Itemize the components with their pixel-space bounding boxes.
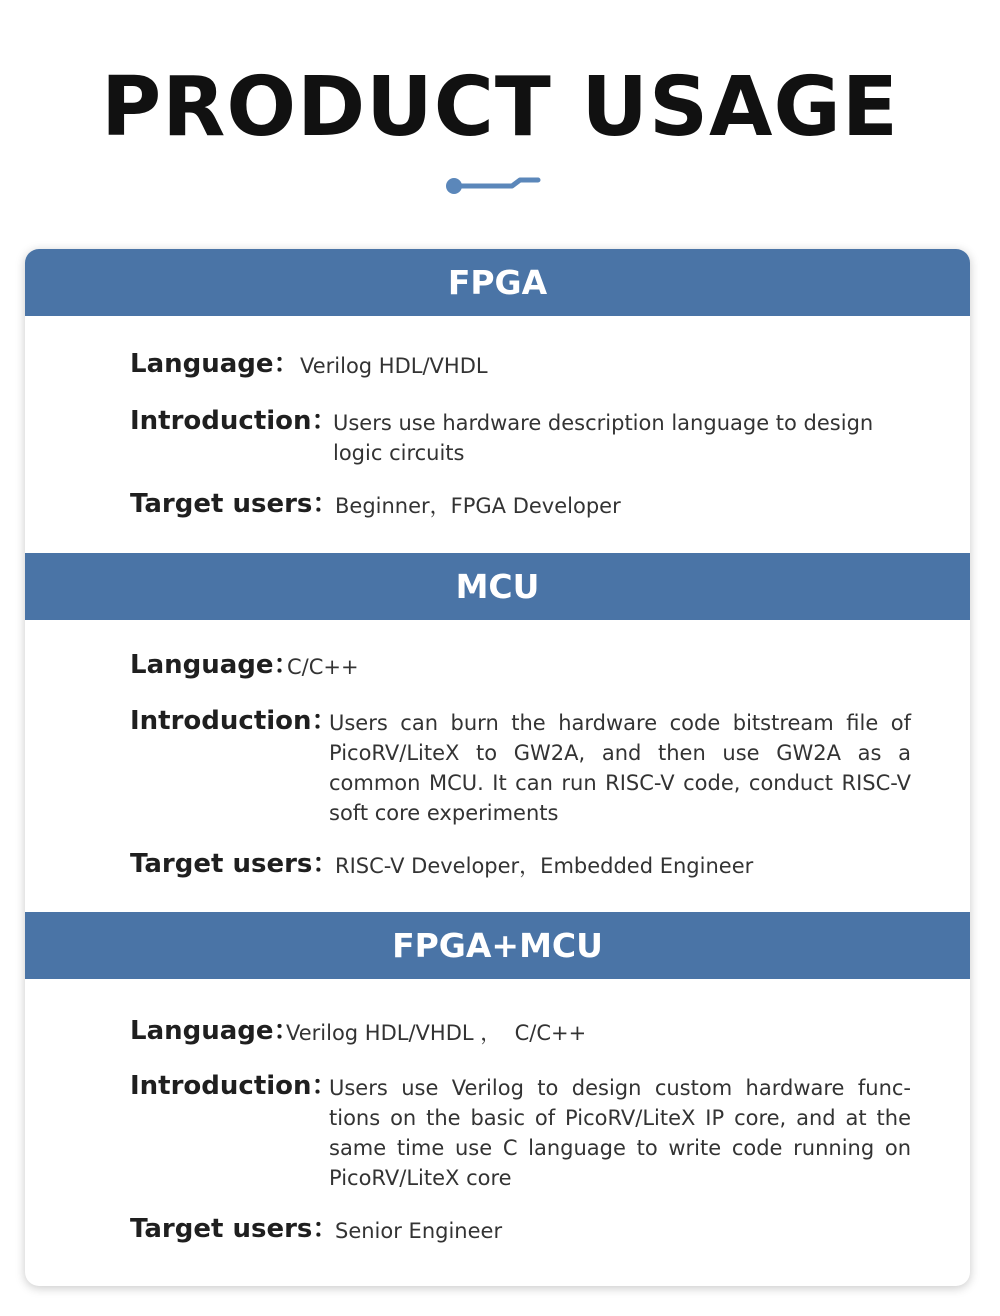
introduction-value: Users can burn the hardware code bitstream file of PicoRV/LiteX to GW2A, and then use GW2A as a common MCU. It can run RISC-V code, conduct RISC-V soft core experiments xyxy=(329,711,911,825)
introduction-label: Introduction： xyxy=(130,406,338,436)
target-users-label: Target users： xyxy=(130,489,339,519)
target-users-value: Senior Engineer xyxy=(335,1219,503,1243)
target-users-value: RISC-V Developer，Embedded Engineer xyxy=(335,854,754,878)
section-header-fpga: FPGA xyxy=(25,249,970,316)
introduction-label: Introduction： xyxy=(130,1071,338,1101)
language-value: Verilog HDL/VHDL xyxy=(300,354,488,378)
introduction-label: Introduction： xyxy=(130,706,338,736)
language-label: Language： xyxy=(130,650,300,680)
introduction-value: Users use hardware description language to design logic circuits xyxy=(333,411,874,465)
target-users-label: Target users： xyxy=(130,849,339,879)
language-value: C/C++ xyxy=(287,655,359,679)
connector-line-icon xyxy=(444,172,544,200)
target-users-label: Target users： xyxy=(130,1214,339,1244)
usage-card xyxy=(25,249,970,1286)
section-header-mcu: MCU xyxy=(25,553,970,620)
language-label: Language： xyxy=(130,1016,300,1046)
target-users-value: Beginner，FPGA Developer xyxy=(335,494,621,518)
section-header-fpga-mcu: FPGA+MCU xyxy=(25,912,970,979)
language-value: Verilog HDL/VHDL ， C/C++ xyxy=(286,1021,587,1045)
introduction-value: Users use Verilog to design custom hardware func-tions on the basic of PicoRV/LiteX IP core, and at the same time use C language to write code running on PicoRV/LiteX core xyxy=(329,1076,911,1190)
page-title: PRODUCT USAGE xyxy=(101,60,899,155)
language-label: Language： xyxy=(130,349,300,379)
